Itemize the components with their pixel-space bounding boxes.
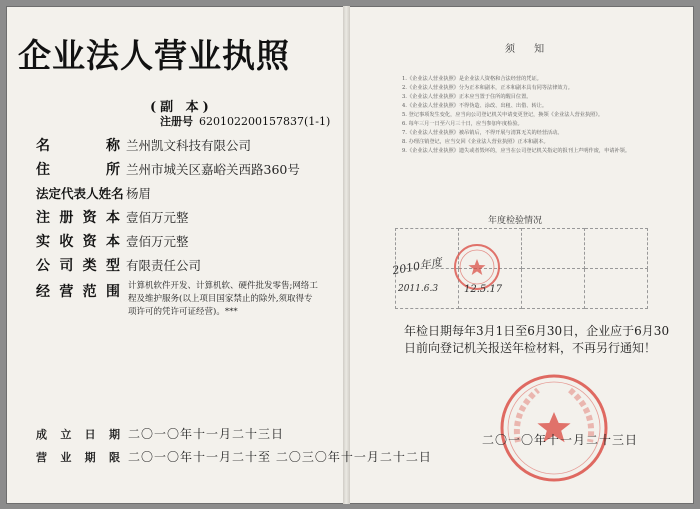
notice-item: 3.《企业法人营业执照》正本应当置于住所的醒目位置。: [402, 94, 532, 100]
registration-number: [160, 113, 330, 129]
inspection-cell: [585, 229, 648, 269]
field-legal-rep: [36, 183, 151, 203]
label-char: 范: [82, 284, 97, 300]
label-char: 法: [36, 186, 49, 201]
handwritten-year: 2010年度: [391, 255, 443, 278]
label-char: 册: [59, 210, 74, 226]
business-term-row: [36, 448, 432, 465]
label-char: 营: [36, 450, 47, 464]
annual-inspection-notice: 年检日期每年3月1日至6月30日，企业应于6月30日前向登记机关报送年检材料，不再另行通知！: [404, 324, 670, 355]
label-char: 注: [36, 210, 50, 226]
notice-item: 6. 每年三月一日至六月三十日，应当参加年度检验。: [402, 121, 523, 127]
label-char: 收: [59, 234, 74, 250]
notice-item: 8. 办理注销登记，应当交回《企业法人营业执照》正本和副本。: [402, 139, 549, 145]
label-char: 本: [105, 234, 120, 250]
field-value: 杨眉: [126, 186, 152, 201]
label-char: 名: [36, 138, 50, 154]
label-char: 日: [84, 427, 96, 441]
label-char: 营: [59, 284, 74, 300]
notice-title: 须 知: [505, 44, 553, 55]
label-char: 围: [105, 284, 120, 300]
label-char: 代: [61, 186, 74, 201]
field-registered-capital: [36, 207, 189, 227]
inspection-cell: [522, 229, 585, 269]
notice-item: 9.《企业法人营业执照》遗失或者毁坏的，应当在公司登记机关指定的报刊上声明作废，申请补领。: [402, 148, 631, 154]
field-label: [36, 281, 120, 301]
license-subtitle: (副 本): [150, 100, 213, 115]
field-value: 兰州凯文科技有限公司: [126, 138, 252, 153]
label-char: 人: [86, 186, 99, 201]
reg-label: 注册号: [160, 115, 193, 128]
notice-item: 5. 登记事项发生变化，应当向公司登记机关申请变更登记，换领《企业法人营业执照》。: [402, 112, 604, 118]
notice-item: 7.《企业法人营业执照》被吊销后，不得开展与清算无关的经营活动。: [402, 130, 563, 136]
label-char: 本: [105, 210, 120, 226]
field-value: 壹佰万元整: [126, 234, 189, 249]
issue-date: 二〇一〇年十一月二十三日: [482, 433, 639, 447]
official-seal: [498, 372, 610, 484]
handwritten-date-1: 2011.6.3: [398, 284, 439, 294]
label-char: 成: [36, 427, 47, 441]
inspection-cell: [585, 269, 648, 309]
label-char: 资: [82, 210, 97, 226]
date-value: 二〇一〇年十一月二十三日: [128, 427, 285, 441]
notice-item: 2.《企业法人营业执照》分为正本和副本，正本和副本具有同等法律效力。: [402, 85, 573, 91]
annual-inspection-title: 年度检验情况: [488, 216, 543, 226]
field-label: [36, 159, 120, 179]
field-label: [36, 231, 120, 251]
field-label: [36, 184, 124, 202]
label-char: 表: [73, 186, 87, 201]
label-char: 名: [111, 186, 124, 201]
date-label: [36, 426, 120, 442]
label-char: 姓: [98, 186, 112, 201]
field-paid-capital: [36, 231, 189, 251]
date-label: [36, 449, 120, 465]
label-char: 期: [108, 427, 120, 441]
field-value: 壹佰万元整: [126, 210, 189, 225]
inspection-cell: [522, 269, 585, 309]
license-title: 企业法人营业执照: [18, 36, 290, 75]
field-value: 兰州市城关区嘉峪关西路360号: [126, 162, 300, 177]
label-char: 实: [36, 234, 50, 250]
notice-list: [402, 75, 642, 156]
label-char: 公: [36, 258, 50, 274]
field-company-type: [36, 255, 201, 275]
reg-number-value: 620102200157837(1-1): [199, 115, 331, 128]
label-char: 期: [84, 450, 96, 464]
established-date-row: [36, 425, 284, 442]
label-char: 限: [108, 450, 120, 464]
label-char: 住: [36, 162, 50, 178]
field-business-scope: [36, 281, 120, 301]
field-label: [36, 135, 120, 155]
label-char: 立: [60, 427, 72, 441]
handwritten-date-2: 12.5.17: [464, 284, 503, 295]
field-label: [36, 207, 120, 227]
center-fold: [343, 6, 350, 504]
business-scope-text: 计算机软件开发、计算机软、硬件批发零售;网络工程及维护服务(以上项目国家禁止的除外,须取得专项许可的凭许可证经营)。***: [128, 281, 318, 317]
label-char: 型: [105, 258, 120, 274]
field-value: 有限责任公司: [126, 258, 202, 273]
field-address: [36, 159, 300, 179]
field-name: [36, 135, 251, 155]
date-value: 二〇一〇年十一月二十至 二〇三〇年十一月二十二日: [128, 450, 432, 464]
label-char: 业: [60, 450, 72, 464]
label-char: 资: [82, 234, 97, 250]
label-char: 称: [106, 138, 120, 154]
field-label: [36, 255, 120, 275]
notice-item: 4.《企业法人营业执照》不得伪造、涂改、出租、出借、转让。: [402, 103, 548, 109]
label-char: 定: [48, 186, 62, 201]
label-char: 司: [59, 258, 74, 274]
label-char: 类: [82, 258, 97, 274]
label-char: 经: [36, 284, 50, 300]
label-char: 所: [106, 162, 120, 178]
notice-item: 1.《企业法人营业执照》是企业法人资格和合法经营的凭证。: [402, 76, 542, 82]
